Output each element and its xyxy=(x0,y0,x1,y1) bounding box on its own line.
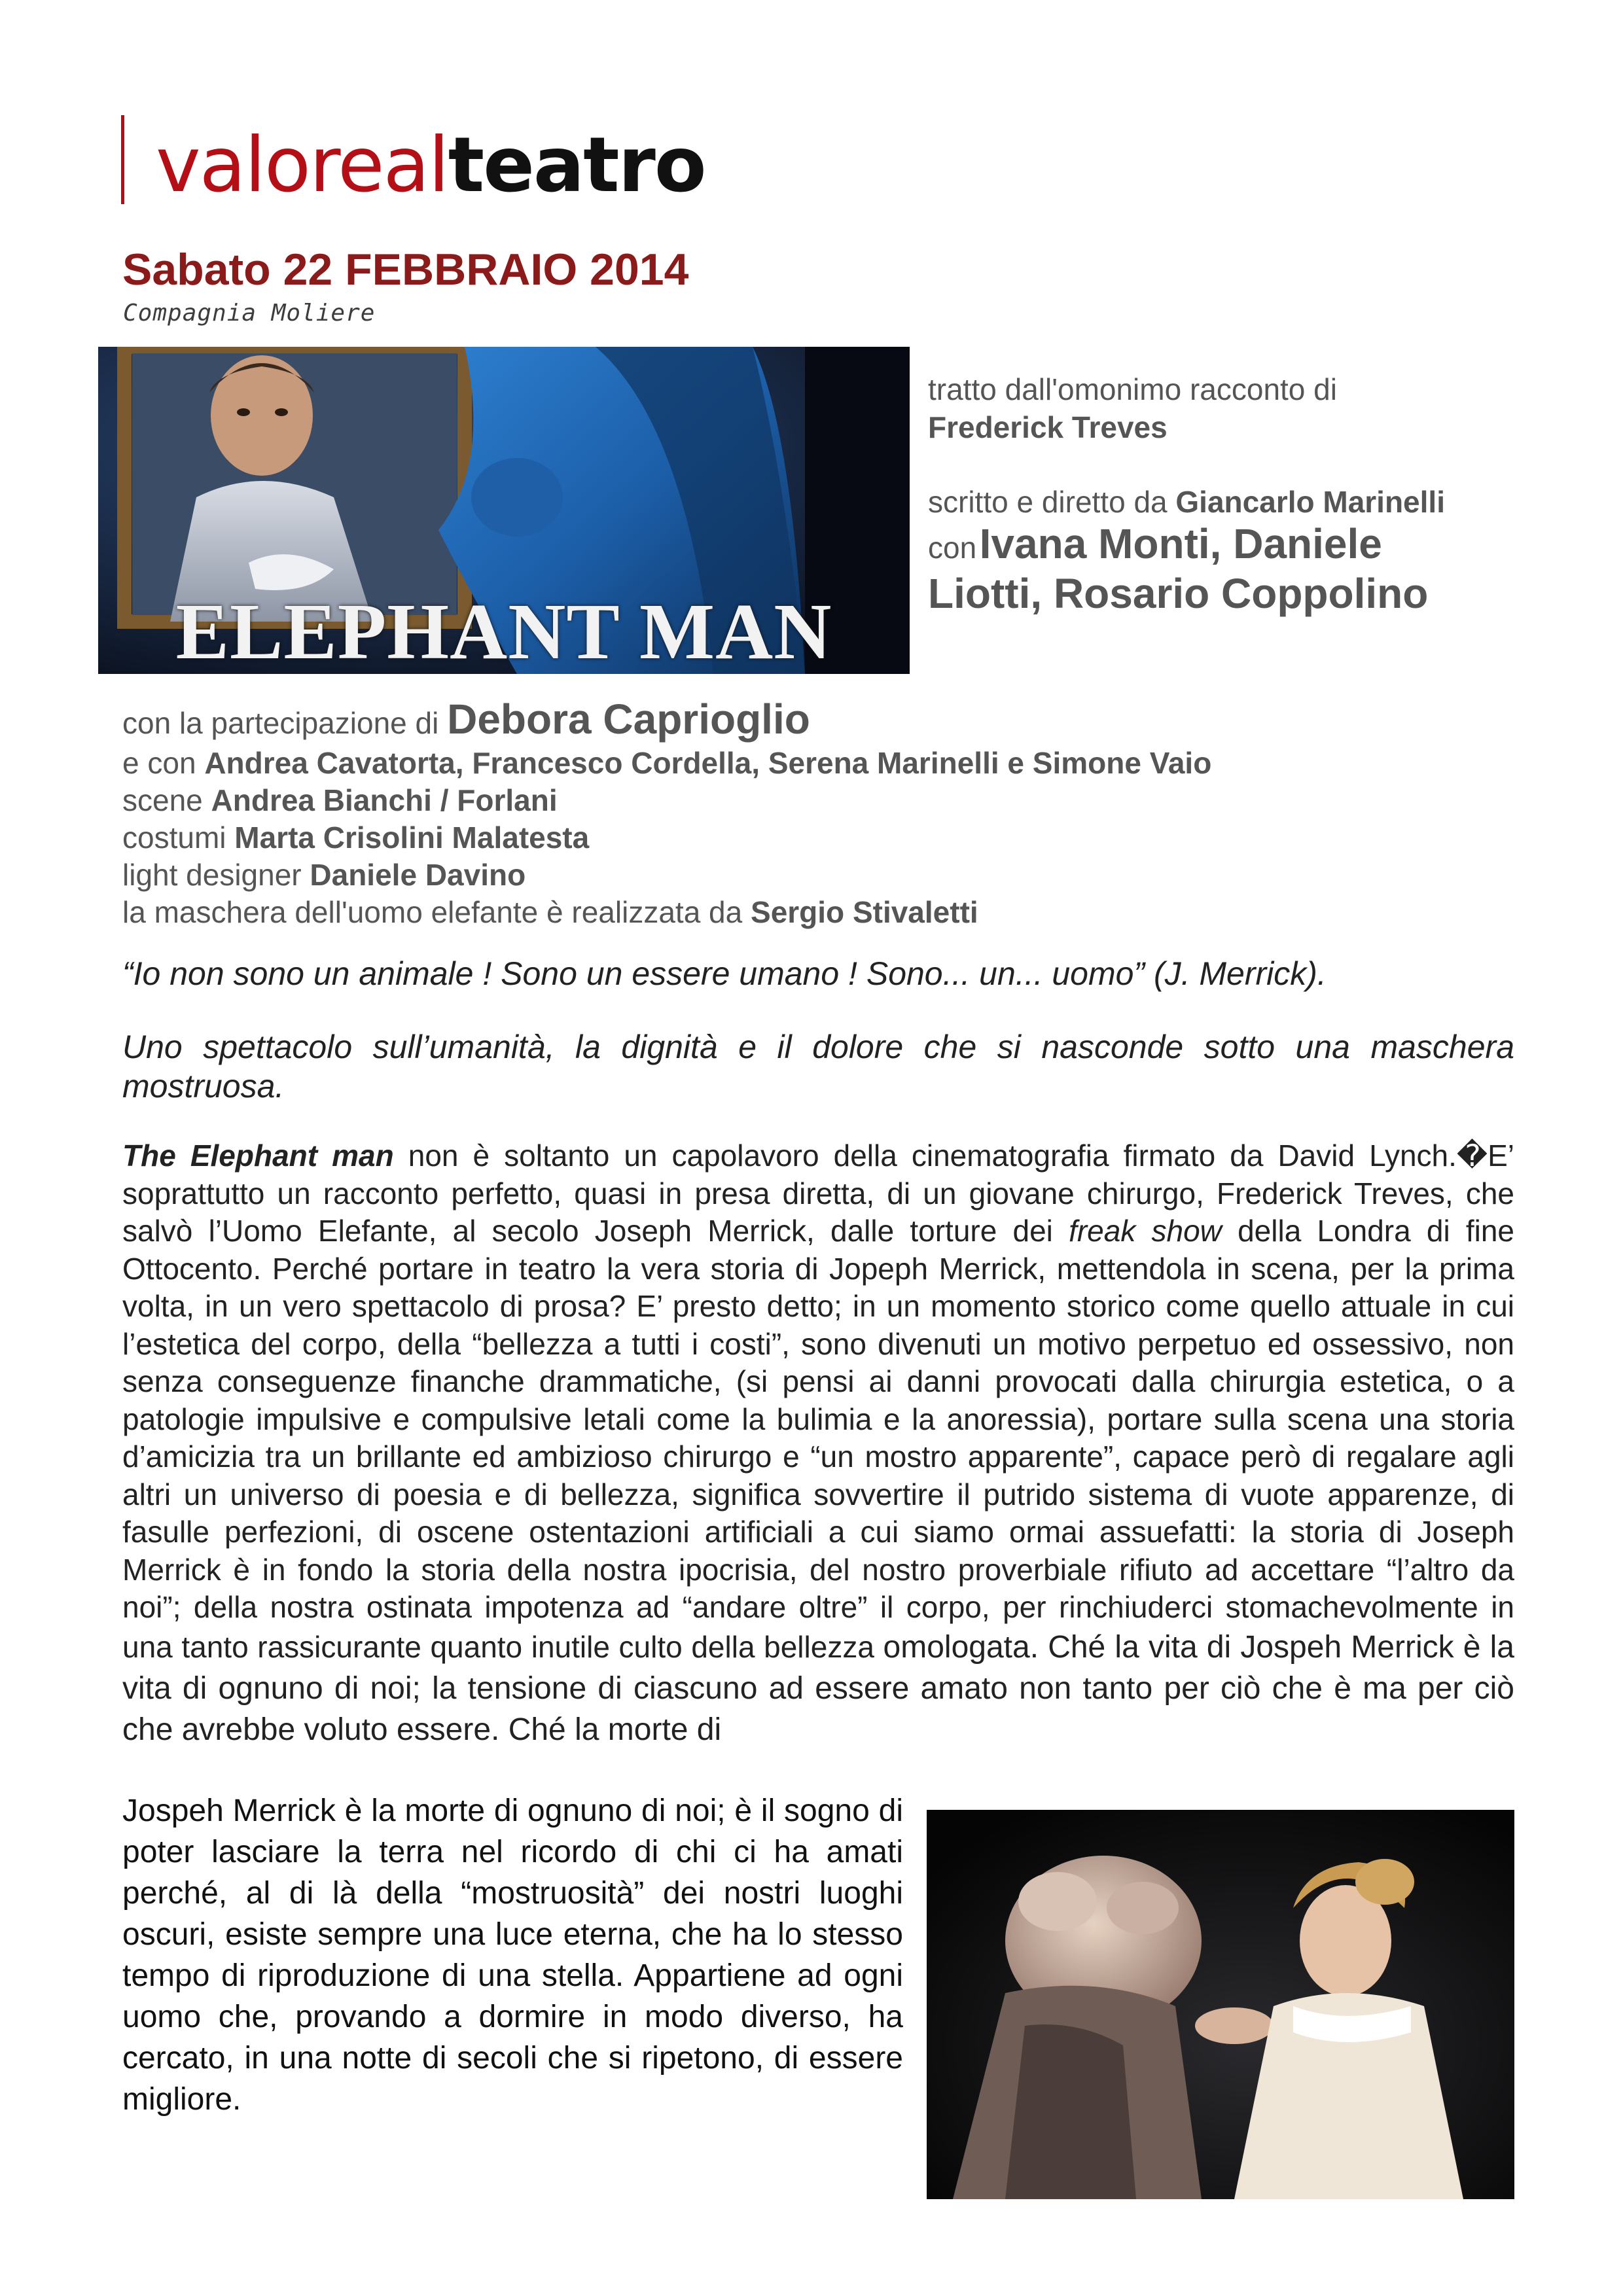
source-author xyxy=(928,408,1168,446)
quote-tagline: Uno spettacolo sull’umanità, la dignità e il dolore che si nasconde sotto una maschera mostruosa. xyxy=(122,1029,1514,1104)
credit-scenes xyxy=(122,782,1211,819)
credit-name: Marta Crisolini Malatesta xyxy=(234,821,590,855)
logo-part-al: al xyxy=(383,121,448,209)
credit-prefix: scene xyxy=(122,783,203,817)
written-line xyxy=(928,483,1445,521)
credits-list xyxy=(122,695,1211,931)
logo-part-teatro: teatro xyxy=(448,121,705,209)
stage-photo-illustration xyxy=(927,1810,1514,2199)
body-text-2: Ché la vita di Jospeh Merrick è la vita di ognuno di noi; la tensione di ciascuno ad essere amato non tanto per ciò che è ma per ciò che avrebbe voluto essere. Ché la morte di xyxy=(122,1629,1514,1747)
cast-line-1 xyxy=(928,520,1382,568)
credit-prefix: e con xyxy=(122,746,196,780)
credit-name: Debora Caprioglio xyxy=(447,696,810,743)
credit-participation xyxy=(122,695,1211,745)
logo-part-valore: valore xyxy=(156,121,383,209)
event-date: Sabato 22 FEBBRAIO 2014 xyxy=(122,245,689,294)
credit-light xyxy=(122,857,1211,894)
body-text-1b: della Londra di fine Ottocento. Perché portare in teatro la vera storia di Jopeph Merrick, mettendola in scena, per la prima volta, in un vero spettacolo di prosa? E’ presto detto; in un momento storico come quello attuale in cui l’estetica del corpo, della “bellezza a tutti i costi”, sono divenuti un motivo perpetuo ed ossessivo, non senza conseguenze finanche drammatiche, (si pensi ai danni provocati dalla chirurgia estetica, o a patologie impulsive e compulsive letali come la bulimia e la anoressia), portare sulla scena una storia d’amicizia tra un brillante ed ambizioso chirurgo e “un mostro apparente”, capace però di regalare agli altri un universo di poesia e di bellezza, significa sovvertire il putrido sistema di vuote apparenze, di fasulle perfezioni, di oscene ostentazioni artificiali a cui siamo ormai assuefatti: la storia di Joseph Merrick è in fondo la storia della nostra ipocrisia, del nostro proverbiale rifiuto ad accettare “l’altro da noi”; della nostra ostinata impotenza ad “andare oltre” il corpo, per rinchiuderci stomachevolmente in una tanto rassicurante quanto inutile culto della bellezza xyxy=(122,1214,1515,1664)
cast-names-2: Liotti, Rosario Coppolino xyxy=(928,570,1429,617)
body-paragraph-1 xyxy=(122,1137,1514,1750)
source-prefix: tratto dall'omonimo racconto di xyxy=(928,372,1337,406)
credit-costumes xyxy=(122,819,1211,857)
poster-image xyxy=(98,347,910,674)
body-freak-show: freak show xyxy=(1069,1214,1222,1248)
credit-name: Andrea Cavatorta, Francesco Cordella, Serena Marinelli e Simone Vaio xyxy=(204,746,1212,780)
body-paragraph-3: Jospeh Merrick è la morte di ognuno di noi; è il sogno di poter lasciare la terra nel ricordo di chi ci ha amati perché, al di là della “mostruosità” dei nostri luoghi oscuri, esiste sempre una luce eterna, che ha lo stesso tempo di riproduzione di una stella. Appartiene ad ogni uomo che, provando a dormire in modo diverso, ha cercato, in una notte di secoli che si ripetono, di essere migliore. xyxy=(122,1793,903,2117)
written-by: Giancarlo Marinelli xyxy=(1175,485,1445,519)
stage-photo xyxy=(927,1810,1514,2199)
company-name: Compagnia Moliere xyxy=(123,300,376,327)
credit-prefix: la maschera dell'uomo elefante è realizzata da xyxy=(122,895,743,929)
cast-names-1: Ivana Monti, Daniele xyxy=(979,520,1382,567)
cast-prefix: con xyxy=(928,531,977,565)
credit-prefix: con la partecipazione di xyxy=(122,706,439,740)
body-omologata: omologata. xyxy=(883,1629,1039,1665)
body-text-1a: non è soltanto un capolavoro della cinematografia firmato da David Lynch.�E’ soprattutto un racconto perfetto, quasi in presa diretta, di un giovane chirurgo, Frederick Treves, che salvò l’Uomo Elefante, al secolo Joseph Merrick, dalle torture dei xyxy=(122,1139,1514,1248)
quote-merrick: “Io non sono un animale ! Sono un essere umano ! Sono... un... uomo” (J. Merrick). xyxy=(122,955,1327,992)
body-title: The Elephant man xyxy=(122,1139,394,1173)
poster-title: ELEPHANT MAN xyxy=(175,588,832,674)
logo xyxy=(156,122,705,209)
credit-name: Daniele Davino xyxy=(310,858,526,892)
credit-mask xyxy=(122,894,1211,931)
credit-prefix: light designer xyxy=(122,858,302,892)
credit-prefix: costumi xyxy=(122,821,226,855)
credit-name: Andrea Bianchi / Forlani xyxy=(211,783,558,817)
logo-bar xyxy=(121,115,124,204)
credit-name: Sergio Stivaletti xyxy=(751,895,978,929)
credit-cast-extra xyxy=(122,745,1211,782)
written-prefix: scritto e diretto da xyxy=(928,485,1168,519)
source-author-name: Frederick Treves xyxy=(928,410,1168,444)
